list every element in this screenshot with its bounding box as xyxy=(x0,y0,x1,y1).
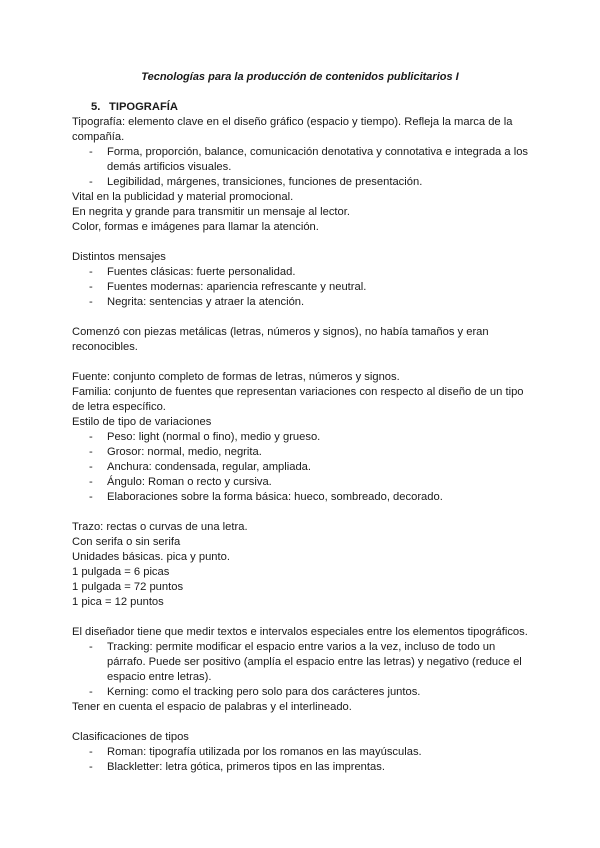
bullet-text: Anchura: condensada, regular, ampliada. xyxy=(107,461,311,473)
body-paragraph: Estilo de tipo de variaciones xyxy=(72,416,212,428)
bullet-dash: - xyxy=(89,476,93,488)
body-paragraph: Trazo: rectas o curvas de una letra. xyxy=(72,521,248,533)
body-paragraph: El diseñador tiene que medir textos e intervalos especiales entre los elementos tipográficos. xyxy=(72,626,528,638)
bullet-item xyxy=(72,460,532,475)
section-heading xyxy=(91,100,532,115)
bullet-item xyxy=(72,760,532,775)
bullet-text: Elaboraciones sobre la forma básica: hueco, sombreado, decorado. xyxy=(107,491,443,503)
body-paragraph: 1 pulgada = 72 puntos xyxy=(72,581,184,593)
bullet-text: Legibilidad, márgenes, transiciones, funciones de presentación. xyxy=(107,176,423,188)
body-paragraph: Color, formas e imágenes para llamar la atención. xyxy=(72,221,319,233)
bullet-dash: - xyxy=(89,281,93,293)
bullet-item xyxy=(72,745,532,760)
bullet-text: Tracking: permite modificar el espacio entre varios a la vez, incluso de todo un párrafo. Puede ser positivo (amplía el espacio entre las letras) y negativo (reduce el espacio entre letras). xyxy=(107,641,522,683)
body-paragraph: 1 pulgada = 6 picas xyxy=(72,566,170,578)
bullet-dash: - xyxy=(89,686,93,698)
paragraph-gap xyxy=(72,355,532,370)
bullet-item xyxy=(72,295,532,310)
bullet-item xyxy=(72,640,532,685)
bullet-text: Ángulo: Roman o recto y cursiva. xyxy=(107,476,272,488)
bullet-dash: - xyxy=(89,176,93,188)
body-paragraph: Comenzó con piezas metálicas (letras, números y signos), no había tamaños y eran reconocibles. xyxy=(72,326,489,353)
bullet-dash: - xyxy=(89,641,93,653)
bullet-item xyxy=(72,145,532,175)
bullet-item xyxy=(72,280,532,295)
paragraph-gap xyxy=(72,235,532,250)
body-paragraph: Distintos mensajes xyxy=(72,251,166,263)
body-paragraph: Familia: conjunto de fuentes que representan variaciones con respecto al diseño de un tipo de letra específico. xyxy=(72,386,524,413)
bullet-text: Negrita: sentencias y atraer la atención. xyxy=(107,296,305,308)
bullet-item xyxy=(72,430,532,445)
bullet-text: Fuentes modernas: apariencia refrescante y neutral. xyxy=(107,281,367,293)
bullet-text: Roman: tipografía utilizada por los romanos en las mayúsculas. xyxy=(107,746,422,758)
bullet-item xyxy=(72,265,532,280)
body-paragraph: En negrita y grande para transmitir un mensaje al lector. xyxy=(72,206,350,218)
body-paragraph: Tipografía: elemento clave en el diseño gráfico (espacio y tiempo). Refleja la marca de la compañía. xyxy=(72,116,513,143)
bullet-dash: - xyxy=(89,461,93,473)
document-title: Tecnologías para la producción de contenidos publicitarios I xyxy=(141,71,459,83)
paragraph-gap xyxy=(72,715,532,730)
bullet-item xyxy=(72,175,532,190)
bullet-dash: - xyxy=(89,431,93,443)
bullet-text: Grosor: normal, medio, negrita. xyxy=(107,446,262,458)
section-number: 5. xyxy=(91,101,101,113)
bullet-dash: - xyxy=(89,491,93,503)
body-paragraph: Fuente: conjunto completo de formas de letras, números y signos. xyxy=(72,371,400,383)
bullet-item xyxy=(72,475,532,490)
body-paragraph: 1 pica = 12 puntos xyxy=(72,596,164,608)
bullet-text: Peso: light (normal o fino), medio y grueso. xyxy=(107,431,321,443)
bullet-item xyxy=(72,685,532,700)
bullet-dash: - xyxy=(89,296,93,308)
bullet-text: Kerning: como el tracking pero solo para dos carácteres juntos. xyxy=(107,686,421,698)
bullet-dash: - xyxy=(89,746,93,758)
paragraph-gap xyxy=(72,610,532,625)
body-paragraph: Unidades básicas. pica y punto. xyxy=(72,551,230,563)
body-paragraph: Tener en cuenta el espacio de palabras y el interlineado. xyxy=(72,701,352,713)
document-body xyxy=(72,100,532,775)
bullet-item xyxy=(72,445,532,460)
bullet-text: Fuentes clásicas: fuerte personalidad. xyxy=(107,266,296,278)
bullet-text: Forma, proporción, balance, comunicación denotativa y connotativa e integrada a los demás artificios visuales. xyxy=(107,146,529,173)
bullet-dash: - xyxy=(89,446,93,458)
body-paragraph: Vital en la publicidad y material promocional. xyxy=(72,191,294,203)
bullet-dash: - xyxy=(89,146,93,158)
bullet-item xyxy=(72,490,532,505)
body-paragraph: Con serifa o sin serifa xyxy=(72,536,181,548)
body-paragraph: Clasificaciones de tipos xyxy=(72,731,189,743)
paragraph-gap xyxy=(72,505,532,520)
paragraph-gap xyxy=(72,310,532,325)
bullet-dash: - xyxy=(89,266,93,278)
section-title: TIPOGRAFÍA xyxy=(109,101,178,113)
bullet-dash: - xyxy=(89,761,93,773)
bullet-text: Blackletter: letra gótica, primeros tipos en las imprentas. xyxy=(107,761,385,773)
